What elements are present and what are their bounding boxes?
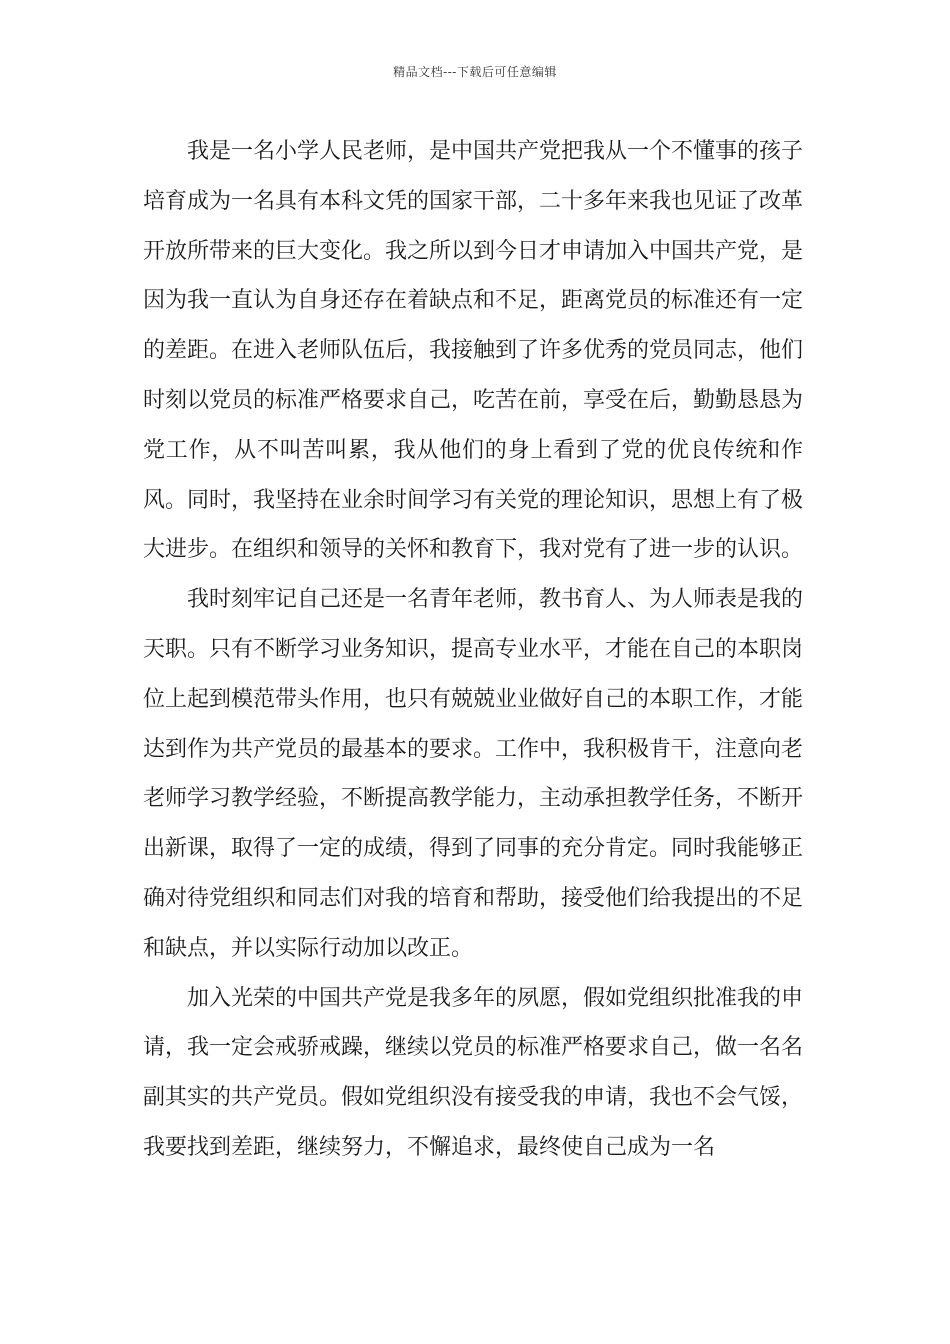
body-paragraph: 我时刻牢记自己还是一名青年老师，教书育人、为人师表是我的天职。只有不断学习业务知识，提高专业水平，才能在自己的本职岗位上起到模范带头作用，也只有兢兢业业做好自己的本职工作，才能达到作为共产党员的最基本的要求。工作中，我积极肯干，注意向老老师学习教学经验，不断提高教学能力，主动承担教学任务，不断开出新课，取得了一定的成绩，得到了同事的充分肯定。同时我能够正确对待党组织和同志们对我的培育和帮助，接受他们给我提出的不足和缺点，并以实际行动加以改正。 [143, 587, 804, 961]
page-header: 精品文档---下载后可任意编辑 [393, 65, 557, 79]
body-paragraph: 我是一名小学人民老师，是中国共产党把我从一个不懂事的孩子培育成为一名具有本科文凭的国家干部，二十多年来我也见证了改革开放所带来的巨大变化。我之所以到今日才申请加入中国共产党，是因为我一直认为自身还存在着缺点和不足，距离党员的标准还有一定的差距。在进入老师队伍后，我接触到了许多优秀的党员同志，他们时刻以党员的标准严格要求自己，吃苦在前，享受在后，勤勤恳恳为党工作，从不叫苦叫累，我从他们的身上看到了党的优良传统和作风。同时，我坚持在业余时间学习有关党的理论知识，思想上有了极大进步。在组织和领导的关怀和教育下，我对党有了进一步的认识。 [143, 139, 804, 563]
document-body [143, 127, 803, 1173]
body-paragraph: 加入光荣的中国共产党是我多年的夙愿，假如党组织批准我的申请，我一定会戒骄戒躁，继续以党员的标准严格要求自己，做一名名副其实的共产党员。假如党组织没有接受我的申请，我也不会气馁，我要找到差距，继续努力，不懈追求，最终使自己成为一名 [143, 985, 804, 1160]
